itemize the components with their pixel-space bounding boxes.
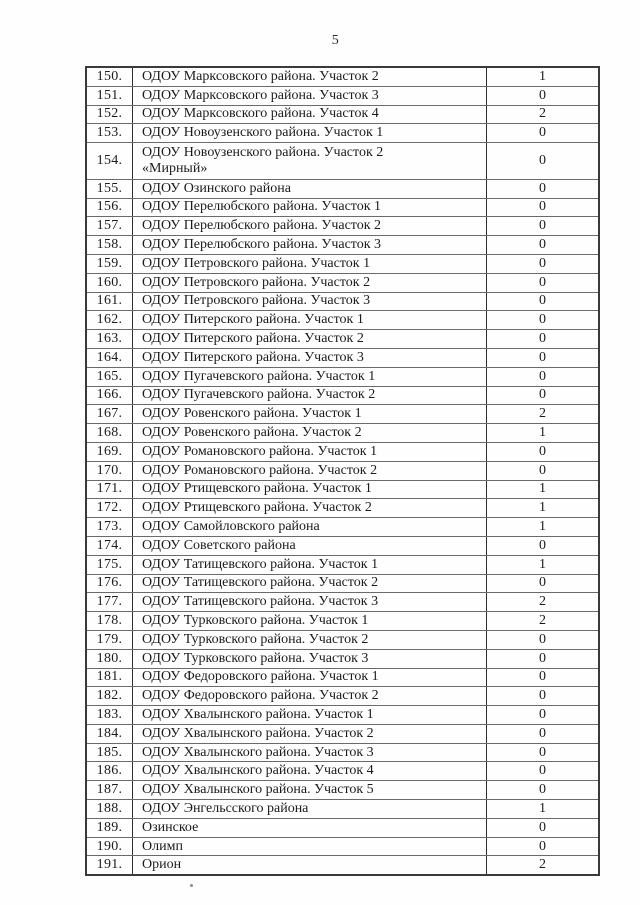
table-row (86, 273, 599, 292)
row-value-cell: 0 (487, 330, 600, 349)
row-number-cell: 159. (86, 254, 133, 273)
table-row (86, 405, 599, 424)
table-row (86, 198, 599, 217)
row-number-cell: 187. (86, 781, 133, 800)
row-value-cell: 1 (487, 800, 600, 819)
row-name-text: ОДОУ Турковского района. Участок 1 (142, 613, 369, 628)
row-value-cell: 2 (487, 405, 600, 424)
row-name-text: ОДОУ Питерского района. Участок 3 (142, 349, 364, 365)
row-value-cell: 0 (487, 536, 600, 555)
row-name-cell (133, 67, 487, 86)
table-row (86, 762, 599, 781)
row-value-cell: 1 (487, 555, 600, 574)
row-name-cell (133, 687, 487, 706)
row-number-cell: 180. (86, 649, 133, 668)
table-row (86, 612, 599, 631)
row-value-cell: 0 (487, 668, 600, 687)
row-name-cell (133, 800, 487, 819)
row-name-cell (133, 724, 487, 743)
row-name-text: ОДОУ Татищевского района. Участок 3 (142, 594, 379, 610)
row-name-text: ОДОУ Петровского района. Участок 3 (142, 293, 371, 309)
row-name-cell (133, 143, 487, 180)
row-value-cell: 2 (487, 856, 600, 875)
row-name-cell (133, 124, 487, 143)
row-value-cell: 0 (487, 311, 600, 330)
table-row (86, 442, 599, 461)
row-value-cell: 1 (487, 499, 600, 518)
row-number-cell: 163. (86, 330, 133, 349)
row-name-text: ОДОУ Новоузенского района. Участок 2 (142, 144, 384, 160)
row-value-cell: 0 (487, 743, 600, 762)
row-number-cell: 171. (86, 480, 133, 499)
row-name-text: ОДОУ Татищевского района. Участок 1 (142, 556, 379, 572)
row-name-text: ОДОУ Федоровского района. Участок 2 (142, 688, 379, 704)
row-number-cell: 152. (86, 105, 133, 124)
row-value-cell: 0 (487, 687, 600, 706)
scan-artifact-dot (190, 884, 193, 887)
table-row (86, 143, 599, 180)
row-name-text: ОДОУ Хвалынского района. Участок 4 (142, 763, 374, 779)
row-name-cell (133, 105, 487, 124)
row-value-cell: 0 (487, 724, 600, 743)
row-name-cell (133, 405, 487, 424)
row-name-text: ОДОУ Перелюбского района. Участок 2 (142, 218, 382, 234)
row-value-cell: 0 (487, 837, 600, 856)
row-number-cell: 190. (86, 837, 133, 856)
row-number-cell: 156. (86, 198, 133, 217)
row-value-cell: 0 (487, 236, 600, 255)
table-row (86, 386, 599, 405)
row-value-cell: 0 (487, 254, 600, 273)
table-row (86, 424, 599, 443)
row-name-text: ОДОУ Перелюбского района. Участок 3 (142, 237, 382, 253)
table-row (86, 367, 599, 386)
table-row (86, 649, 599, 668)
row-name-text: Озинское (142, 819, 199, 835)
row-name-cell (133, 311, 487, 330)
row-number-cell: 158. (86, 236, 133, 255)
table-row (86, 856, 599, 875)
row-name-cell (133, 536, 487, 555)
row-name-cell (133, 743, 487, 762)
row-value-cell: 2 (487, 612, 600, 631)
row-name-text: ОДОУ Марксовского района. Участок 3 (142, 87, 379, 103)
table-row (86, 724, 599, 743)
row-value-cell: 0 (487, 124, 600, 143)
row-name-text: ОДОУ Романовского района. Участок 1 (142, 443, 378, 459)
row-name-line2: «Мирный» (142, 160, 208, 176)
row-value-cell: 0 (487, 442, 600, 461)
row-value-cell: 0 (487, 630, 600, 649)
row-name-cell (133, 198, 487, 217)
table-row (86, 706, 599, 725)
row-value-cell: 0 (487, 143, 600, 180)
row-number-cell: 182. (86, 687, 133, 706)
row-number-cell: 175. (86, 555, 133, 574)
row-name-text: ОДОУ Ровенского района. Участок 2 (142, 425, 362, 441)
row-number-cell: 153. (86, 124, 133, 143)
row-value-cell: 1 (487, 67, 600, 86)
row-number-cell: 170. (86, 461, 133, 480)
row-number-cell: 157. (86, 217, 133, 236)
row-name-cell (133, 442, 487, 461)
table-row (86, 67, 599, 86)
row-name-text: ОДОУ Хвалынского района. Участок 2 (142, 725, 374, 741)
row-name-cell (133, 499, 487, 518)
row-name-cell (133, 706, 487, 725)
row-name-cell (133, 555, 487, 574)
row-name-cell (133, 86, 487, 105)
row-value-cell: 0 (487, 86, 600, 105)
row-value-cell: 0 (487, 818, 600, 837)
row-name-text: ОДОУ Марксовского района. Участок 2 (142, 68, 379, 84)
row-number-cell: 174. (86, 536, 133, 555)
row-name-cell (133, 480, 487, 499)
table-row (86, 818, 599, 837)
table-row (86, 330, 599, 349)
row-value-cell: 1 (487, 424, 600, 443)
row-value-cell: 0 (487, 706, 600, 725)
row-name-text: ОДОУ Озинского района (142, 180, 291, 196)
page-number: 5 (331, 33, 340, 48)
row-value-cell: 0 (487, 292, 600, 311)
row-name-text: ОДОУ Турковского района. Участок 3 (142, 650, 369, 666)
row-name-text: ОДОУ Хвалынского района. Участок 1 (142, 706, 374, 722)
row-name-text: ОДОУ Пугачевского района. Участок 1 (142, 368, 376, 384)
table-row (86, 536, 599, 555)
row-number-cell: 191. (86, 856, 133, 875)
table-row (86, 800, 599, 819)
table-row (86, 105, 599, 124)
table-row (86, 630, 599, 649)
row-number-cell: 189. (86, 818, 133, 837)
row-name-cell (133, 217, 487, 236)
row-name-text: ОДОУ Самойловского района (142, 519, 320, 535)
table-row (86, 86, 599, 105)
row-name-cell (133, 236, 487, 255)
row-name-cell (133, 179, 487, 198)
row-name-text: ОДОУ Турковского района. Участок 2 (142, 631, 369, 647)
row-name-cell (133, 630, 487, 649)
row-number-cell: 179. (86, 630, 133, 649)
table-row (86, 555, 599, 574)
table-row (86, 124, 599, 143)
row-number-cell: 178. (86, 612, 133, 631)
row-number-cell: 164. (86, 348, 133, 367)
row-value-cell: 1 (487, 518, 600, 537)
row-name-text: ОДОУ Петровского района. Участок 1 (142, 255, 371, 271)
row-name-cell (133, 424, 487, 443)
row-name-cell (133, 518, 487, 537)
row-name-text: ОДОУ Марксовского района. Участок 4 (142, 106, 379, 122)
row-number-cell: 177. (86, 593, 133, 612)
row-name-cell (133, 649, 487, 668)
row-name-text: ОДОУ Ртищевского района. Участок 2 (142, 500, 372, 516)
row-name-text: ОДОУ Ровенского района. Участок 1 (142, 406, 362, 422)
table-row (86, 348, 599, 367)
table-row (86, 593, 599, 612)
row-name-text: ОДОУ Федоровского района. Участок 1 (142, 669, 379, 685)
table-row (86, 743, 599, 762)
row-name-text: ОДОУ Питерского района. Участок 2 (142, 331, 364, 347)
row-value-cell: 0 (487, 574, 600, 593)
row-value-cell: 2 (487, 105, 600, 124)
row-number-cell: 185. (86, 743, 133, 762)
table-row (86, 518, 599, 537)
row-value-cell: 0 (487, 461, 600, 480)
row-number-cell: 181. (86, 668, 133, 687)
row-name-text: ОДОУ Татищевского района. Участок 2 (142, 575, 379, 591)
table-row (86, 499, 599, 518)
row-name-cell (133, 818, 487, 837)
row-value-cell: 0 (487, 273, 600, 292)
registry-table-body (86, 67, 599, 875)
row-name-text: ОДОУ Ртищевского района. Участок 1 (142, 481, 372, 497)
row-value-cell: 0 (487, 348, 600, 367)
row-number-cell: 168. (86, 424, 133, 443)
row-value-cell: 0 (487, 367, 600, 386)
row-number-cell: 173. (86, 518, 133, 537)
table-row (86, 311, 599, 330)
row-value-cell: 2 (487, 593, 600, 612)
row-number-cell: 176. (86, 574, 133, 593)
row-name-cell (133, 254, 487, 273)
row-name-cell (133, 612, 487, 631)
row-value-cell: 0 (487, 649, 600, 668)
table-row (86, 292, 599, 311)
row-number-cell: 186. (86, 762, 133, 781)
row-name-cell (133, 273, 487, 292)
row-name-text: ОДОУ Советского района (142, 537, 296, 553)
table-row (86, 837, 599, 856)
row-number-cell: 184. (86, 724, 133, 743)
row-name-cell (133, 348, 487, 367)
row-name-text: Олимп (142, 838, 183, 854)
row-name-text: ОДОУ Пугачевского района. Участок 2 (142, 387, 376, 403)
row-name-text: ОДОУ Перелюбского района. Участок 1 (142, 199, 382, 215)
row-number-cell: 167. (86, 405, 133, 424)
row-name-cell (133, 292, 487, 311)
row-number-cell: 162. (86, 311, 133, 330)
row-name-text: ОДОУ Энгельсского района (142, 800, 309, 816)
table-row (86, 668, 599, 687)
row-name-text: Орион (142, 857, 182, 873)
row-number-cell: 165. (86, 367, 133, 386)
row-number-cell: 166. (86, 386, 133, 405)
row-value-cell: 0 (487, 762, 600, 781)
table-row (86, 781, 599, 800)
table-row (86, 687, 599, 706)
table-row (86, 574, 599, 593)
row-name-cell (133, 330, 487, 349)
registry-table (85, 66, 600, 876)
table-row (86, 461, 599, 480)
table-row (86, 217, 599, 236)
table-row (86, 236, 599, 255)
row-number-cell: 154. (86, 143, 133, 180)
row-name-text: ОДОУ Петровского района. Участок 2 (142, 274, 371, 290)
table-row (86, 179, 599, 198)
row-name-cell (133, 762, 487, 781)
row-name-cell (133, 574, 487, 593)
row-name-text: ОДОУ Хвалынского района. Участок 5 (142, 782, 374, 798)
row-number-cell: 172. (86, 499, 133, 518)
row-number-cell: 188. (86, 800, 133, 819)
row-value-cell: 0 (487, 386, 600, 405)
row-value-cell: 0 (487, 179, 600, 198)
row-name-cell (133, 856, 487, 875)
row-value-cell: 1 (487, 480, 600, 499)
row-number-cell: 183. (86, 706, 133, 725)
row-name-cell (133, 781, 487, 800)
row-value-cell: 0 (487, 781, 600, 800)
table-row (86, 480, 599, 499)
row-name-text: ОДОУ Питерского района. Участок 1 (142, 312, 364, 328)
row-name-cell (133, 593, 487, 612)
row-value-cell: 0 (487, 198, 600, 217)
row-number-cell: 161. (86, 292, 133, 311)
row-value-cell: 0 (487, 217, 600, 236)
row-name-cell (133, 461, 487, 480)
row-number-cell: 151. (86, 86, 133, 105)
row-name-cell (133, 668, 487, 687)
row-name-cell (133, 386, 487, 405)
row-name-text: ОДОУ Хвалынского района. Участок 3 (142, 744, 374, 760)
row-name-text: ОДОУ Романовского района. Участок 2 (142, 462, 378, 478)
row-number-cell: 160. (86, 273, 133, 292)
row-number-cell: 155. (86, 179, 133, 198)
row-name-cell (133, 837, 487, 856)
row-number-cell: 169. (86, 442, 133, 461)
table-row (86, 254, 599, 273)
row-number-cell: 150. (86, 67, 133, 86)
row-name-text: ОДОУ Новоузенского района. Участок 1 (142, 125, 384, 141)
row-name-cell (133, 367, 487, 386)
